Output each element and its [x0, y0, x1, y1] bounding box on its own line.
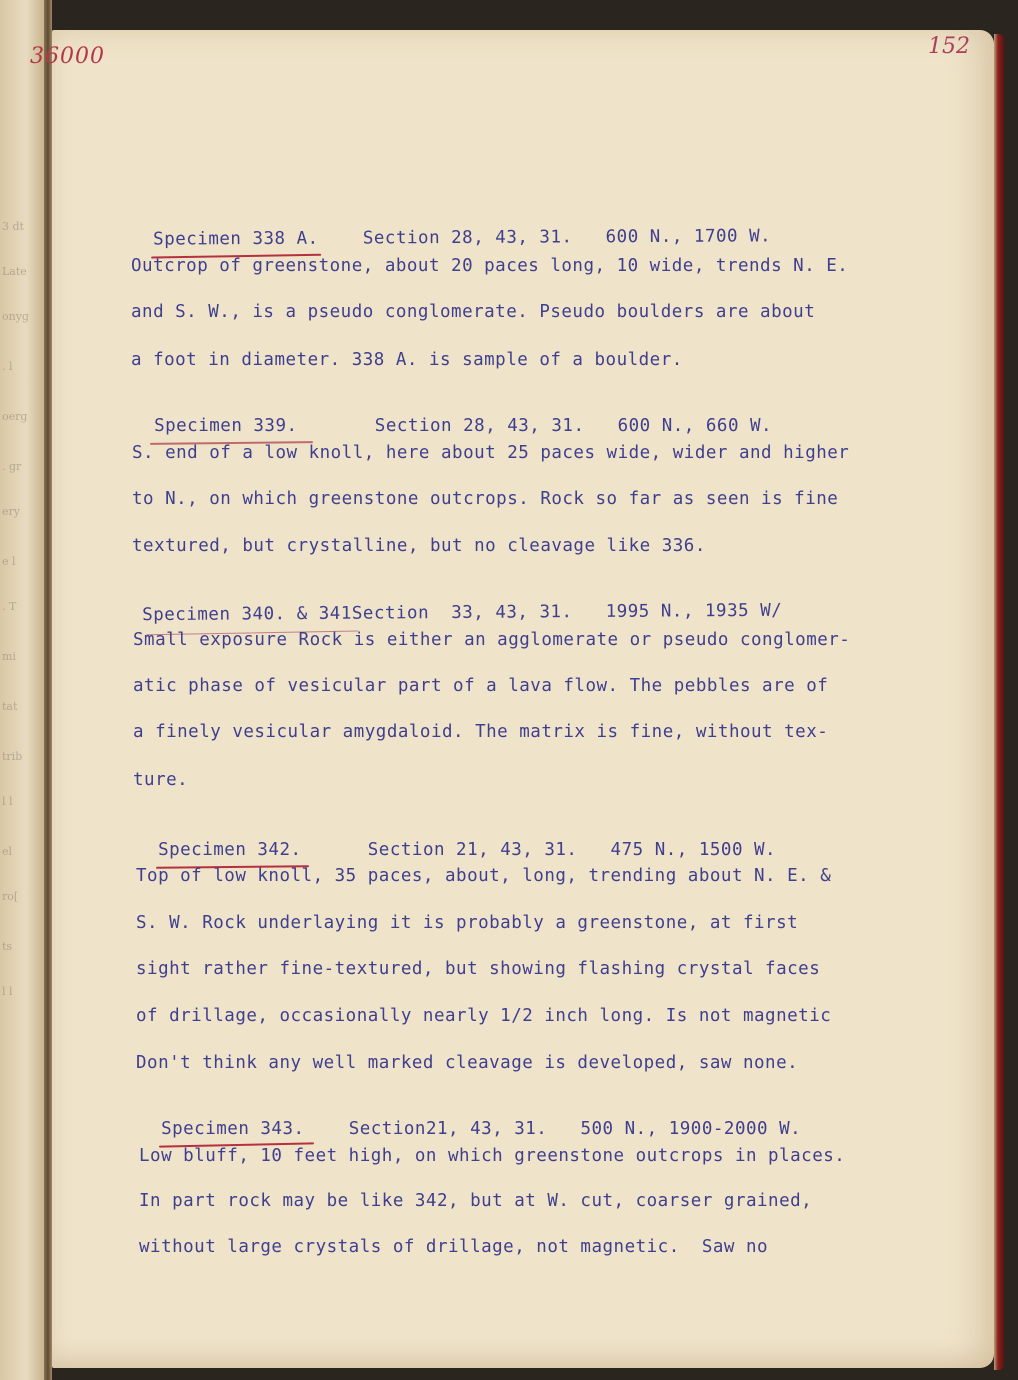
- text-line: to N., on which greenstone outcrops. Rock so far as seen is fine: [132, 489, 839, 509]
- specimen-label: Specimen 339.: [154, 416, 298, 436]
- text-line: S. end of a low knoll, here about 25 paces wide, wider and higher: [132, 443, 850, 463]
- text-line: Top of low knoll, 35 paces, about, long, trending about N. E. &: [136, 866, 832, 886]
- text-line: atic phase of vesicular part of a lava flow. The pebbles are of: [133, 676, 829, 696]
- text-line: Small exposure Rock is either an agglomerate or pseudo conglomer-: [133, 630, 851, 650]
- text-line: Outcrop of greenstone, about 20 paces long, 10 wide, trends N. E.: [131, 256, 849, 276]
- section-location: Section 21, 43, 31. 475 N., 1500 W.: [301, 840, 777, 860]
- section-location: Section 28, 43, 31. 600 N., 660 W.: [297, 416, 773, 436]
- specimen-label: Specimen 338 A.: [153, 228, 319, 250]
- text-line: In part rock may be like 342, but at W. cut, coarser grained,: [139, 1191, 813, 1211]
- text-line: ture.: [133, 770, 189, 790]
- section-location: Section 33, 43, 31. 1995 N., 1935 W/: [351, 600, 783, 624]
- text-line: S. W. Rock underlaying it is probably a greenstone, at first: [136, 913, 799, 933]
- specimen-label: Specimen 342.: [158, 840, 302, 860]
- specimen-label: Specimen 343.: [161, 1119, 305, 1139]
- text-line: a foot in diameter. 338 A. is sample of a boulder.: [131, 350, 683, 370]
- section-location: Section21, 43, 31. 500 N., 1900-2000 W.: [304, 1119, 802, 1139]
- text-line: textured, but crystalline, but no cleavage like 336.: [132, 536, 706, 556]
- folio-number: 152: [928, 34, 970, 59]
- specimen-label: Specimen 340. & 341: [142, 603, 352, 626]
- text-line: Low bluff, 10 feet high, on which greenstone outcrops in places.: [139, 1146, 846, 1166]
- text-line: and S. W., is a pseudo conglomerate. Pseudo boulders are about: [131, 302, 816, 322]
- page-edge-binding: [994, 34, 1004, 1370]
- text-line: sight rather fine-textured, but showing flashing crystal faces: [136, 959, 821, 979]
- book-gutter: [44, 0, 52, 1380]
- specimen-342-heading: [136, 820, 776, 860]
- catalog-number: 36000: [30, 44, 105, 69]
- left-page-edge: 3 dt Late onyg . l oerg . gr ery e l . T mi tat trib l l el ro[ ts l l: [0, 0, 44, 1380]
- section-location: Section 28, 43, 31. 600 N., 1700 W.: [318, 226, 772, 249]
- text-line: a finely vesicular amygdaloid. The matrix is fine, without tex-: [133, 722, 829, 742]
- text-line: without large crystals of drillage, not magnetic. Saw no: [139, 1237, 769, 1257]
- specimen-343-heading: [139, 1099, 801, 1139]
- specimen-339-heading: [132, 396, 772, 436]
- text-line: of drillage, occasionally nearly 1/2 inch long. Is not magnetic: [136, 1006, 832, 1026]
- specimen-340-341-heading: [120, 581, 782, 626]
- specimen-338a-heading: [131, 206, 771, 249]
- text-line: Don't think any well marked cleavage is developed, saw none.: [136, 1053, 799, 1073]
